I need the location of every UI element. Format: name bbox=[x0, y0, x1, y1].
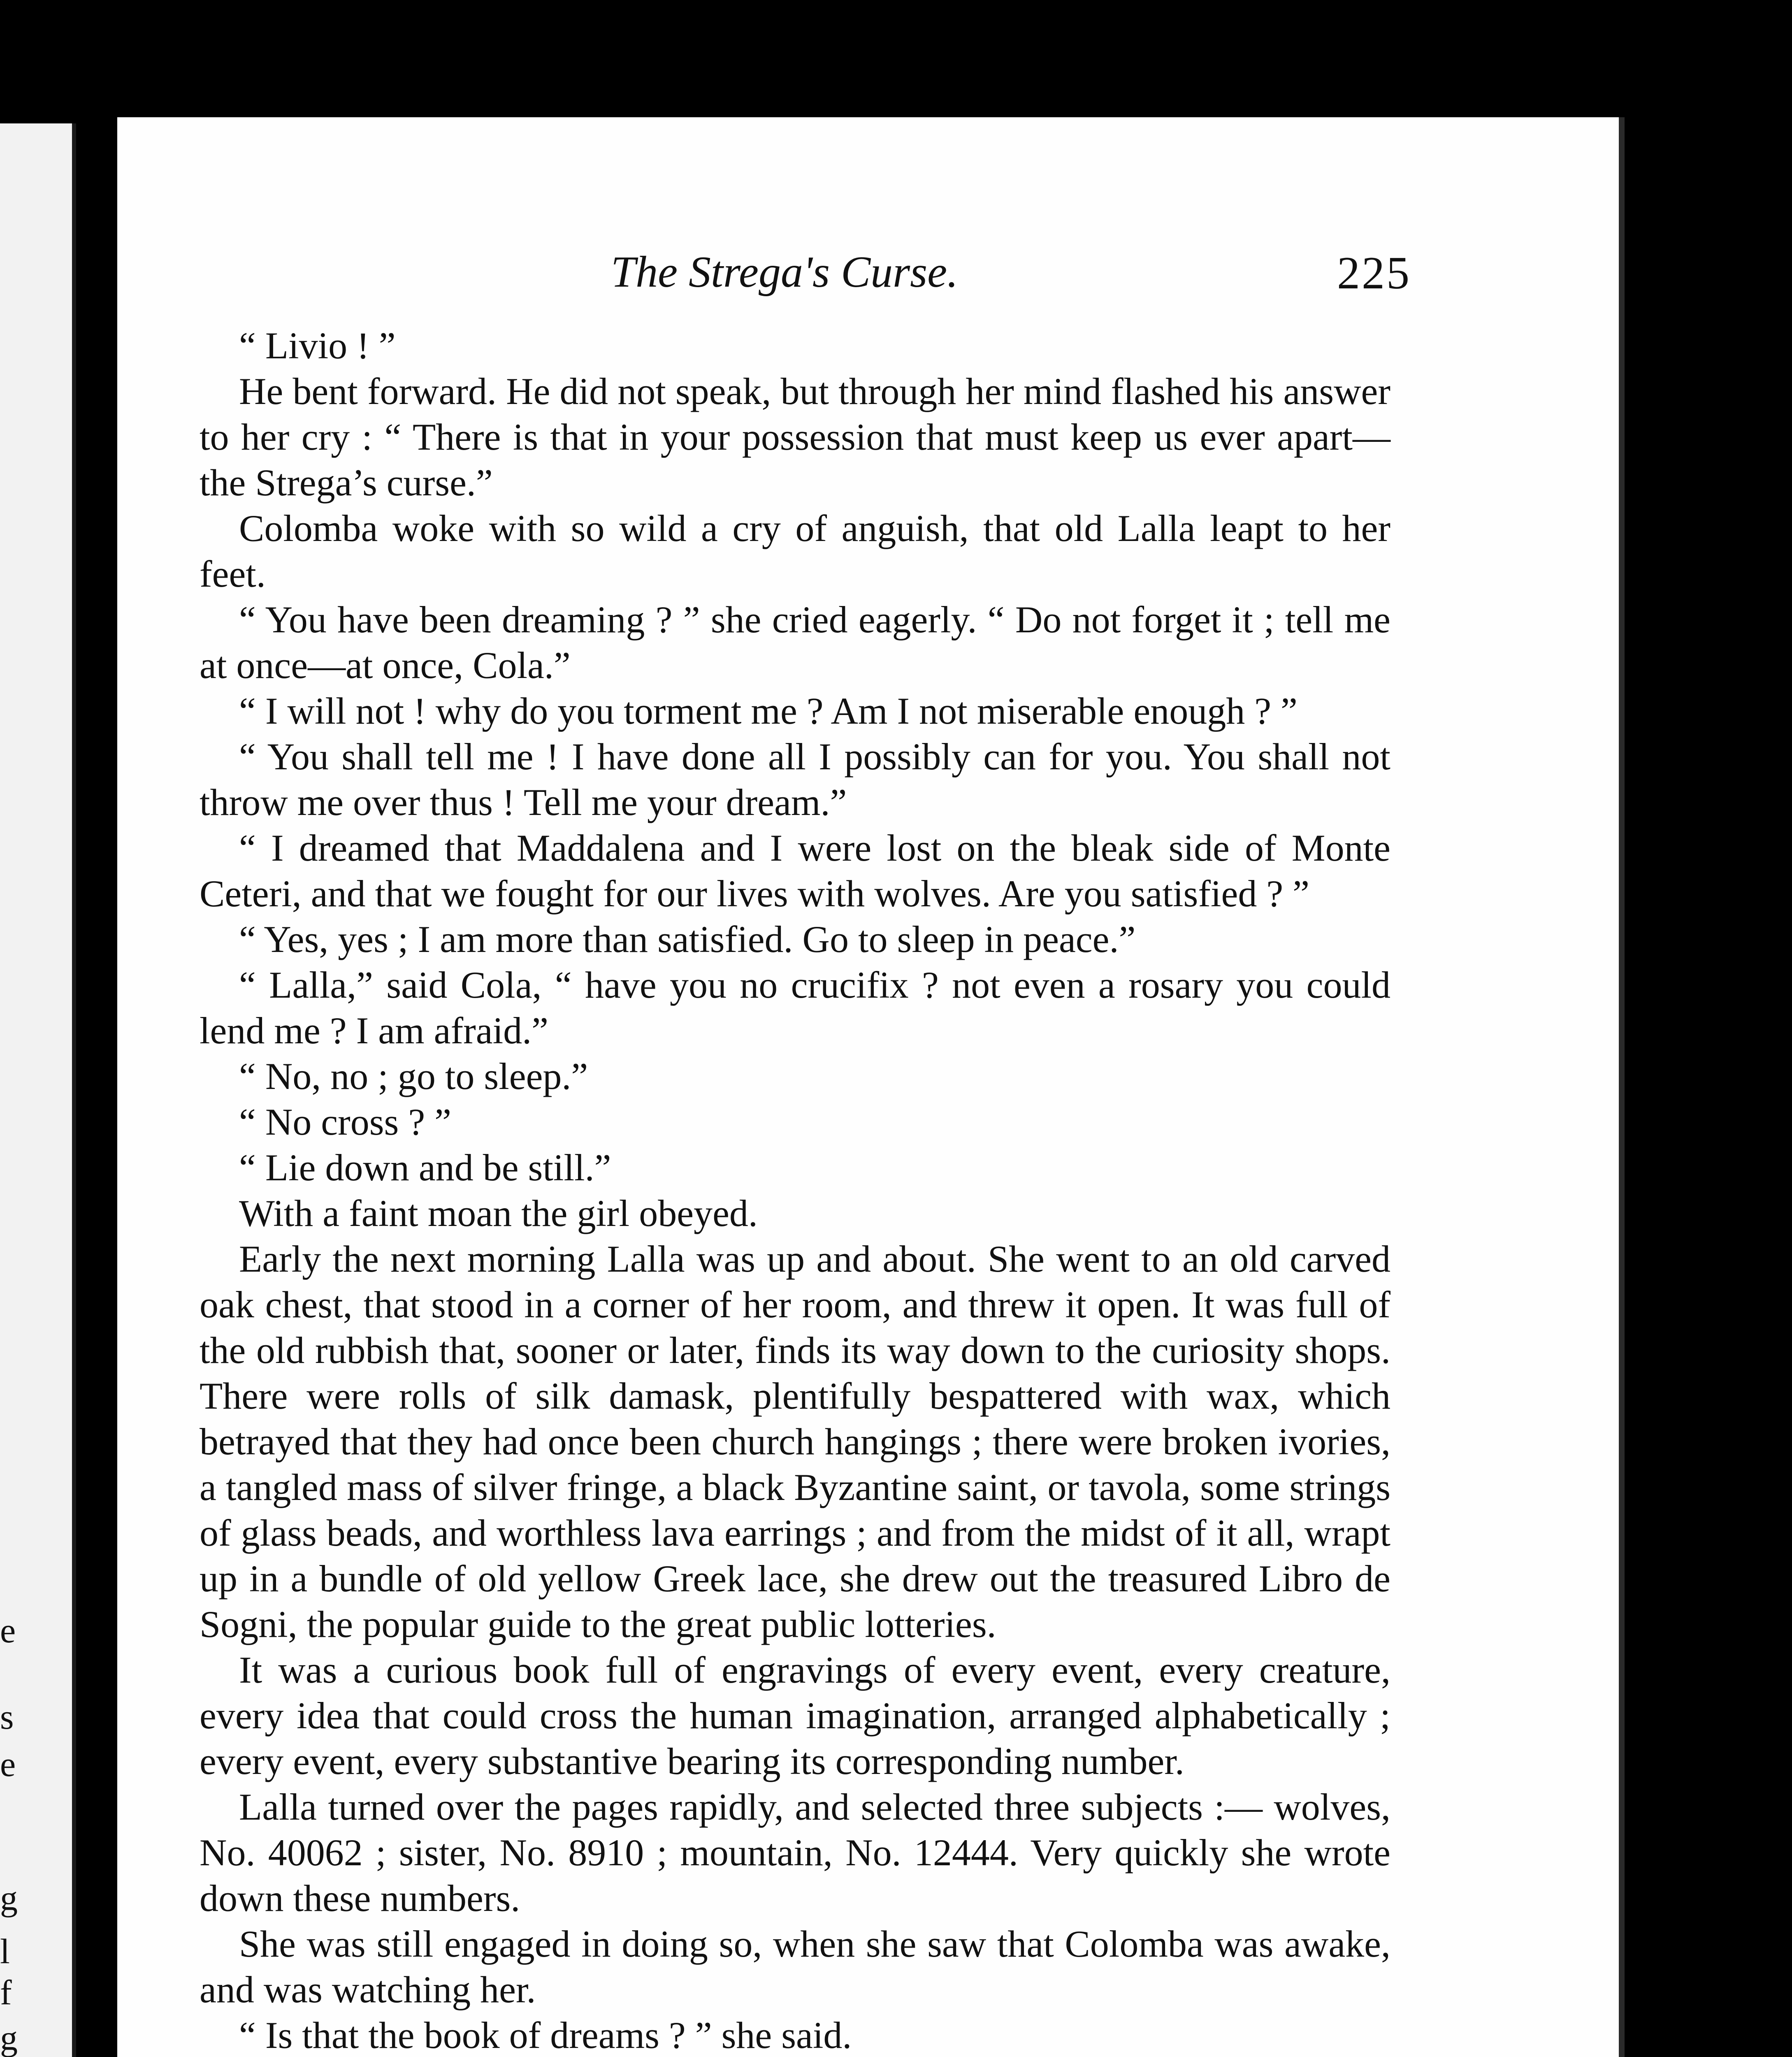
facing-page-edge bbox=[0, 123, 76, 2057]
body-text bbox=[200, 323, 1390, 2057]
facing-page-letter: e bbox=[0, 1744, 16, 1784]
paragraph: “ I will not ! why do you torment me ? Am I not miserable enough ? ” bbox=[239, 690, 1298, 732]
paragraph: Lalla turned over the pages rapidly, and selected three subjects :— wolves, No. 40062 ; sister, No. 8910 ; mountain, No. 12444. Very quickly she wrote down these numbers. bbox=[200, 1786, 1390, 1919]
facing-page-letter: g bbox=[0, 1878, 18, 1918]
paragraph: Early the next morning Lalla was up and about. She went to an old carved oak chest, that stood in a corner of her room, and threw it open. It was full of the old rubbish that, sooner or later, finds its way down to the curiosity shops. There were rolls of silk damask, plentifully bespattered with wax, which betrayed that they had once been church hangings ; there were broken ivories, a tangled mass of silver fringe, a black Byzantine saint, or tavola, some strings of glass beads, and worthless lava earrings ; and from the midst of it all, wrapt up in a bundle of old yellow Greek lace, she drew out the treasured Libro de Sogni, the popular guide to the great public lotteries. bbox=[200, 1238, 1390, 1645]
paragraph: She was still engaged in doing so, when she saw that Colomba was awake, and was watching her. bbox=[200, 1923, 1390, 2011]
paragraph: “ You have been dreaming ? ” she cried eagerly. “ Do not forget it ; tell me at once—at once, Cola.” bbox=[200, 599, 1390, 686]
page-number: 225 bbox=[1337, 248, 1411, 299]
paragraph: He bent forward. He did not speak, but through her mind flashed his answer to her cry : “ There is that in your possession that must keep us ever apart—the Strega’s curse.” bbox=[200, 370, 1390, 504]
paragraph: “ You shall tell me ! I have done all I possibly can for you. You shall not throw me over thus ! Tell me your dream.” bbox=[200, 736, 1390, 823]
facing-page-letter: s bbox=[0, 1697, 14, 1737]
paragraph: “ No, no ; go to sleep.” bbox=[239, 1055, 588, 1097]
facing-page-letter: l bbox=[0, 1932, 10, 1971]
facing-page-letters bbox=[0, 123, 76, 2057]
paragraph: Colomba woke with so wild a cry of anguish, that old Lalla leapt to her feet. bbox=[200, 507, 1390, 595]
paragraph: “ No cross ? ” bbox=[239, 1101, 452, 1143]
paragraph: “ Is that the book of dreams ? ” she said. bbox=[239, 2014, 852, 2056]
page-gutter bbox=[72, 123, 76, 2057]
facing-page-letter: e bbox=[0, 1611, 16, 1650]
paragraph: With a faint moan the girl obeyed. bbox=[239, 1192, 758, 1234]
paragraph: “ Yes, yes ; I am more than satisfied. Go to sleep in peace.” bbox=[239, 918, 1136, 960]
book-page bbox=[117, 117, 1619, 2057]
paragraph: “ I dreamed that Maddalena and I were lost on the bleak side of Monte Ceteri, and that we fought for our lives with wolves. Are you satisfied ? ” bbox=[200, 827, 1390, 915]
page-edge-shadow bbox=[1619, 117, 1625, 2057]
paragraph: It was a curious book full of engravings of every event, every creature, every idea that could cross the human imagination, arranged alphabetically ; every event, every substantive bearing its corresponding number. bbox=[200, 1649, 1390, 1782]
running-title: The Strega's Curse. bbox=[611, 248, 959, 297]
facing-page-letter: f bbox=[0, 1973, 12, 2012]
paragraph: “ Lie down and be still.” bbox=[239, 1147, 611, 1189]
paragraph: “ Lalla,” said Cola, “ have you no crucifix ? not even a rosary you could lend me ? I am afraid.” bbox=[200, 964, 1390, 1052]
facing-page-letter: g bbox=[0, 2018, 18, 2057]
paragraph: “ Livio ! ” bbox=[239, 325, 396, 367]
page-header bbox=[117, 247, 1411, 313]
